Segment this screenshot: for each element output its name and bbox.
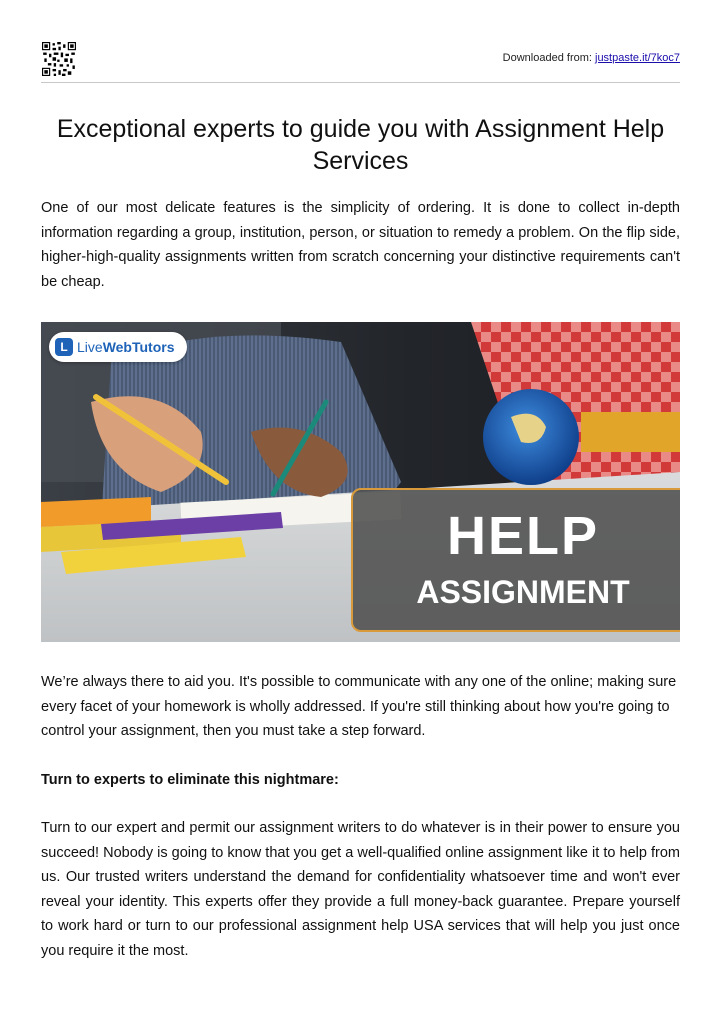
logo-mark-icon: L	[55, 338, 73, 356]
help-assignment-sign	[351, 488, 680, 632]
livewebtutors-logo	[49, 332, 187, 362]
sign-line-help: HELP	[446, 506, 600, 566]
page-title: Exceptional experts to guide you with Assignment Help Services	[56, 115, 665, 175]
header-divider	[41, 82, 680, 83]
closing-paragraph: Turn to our expert and permit our assignment writers to do whatever is in their power to ensure you succeed! Nobody is going to know that you get a well-qualified online assignment like it to help from us. Our trusted writers understand the demand for confidentiality whatsoever time and won't ever reveal your identity. This experts offer they provide a full money-back guarantee. Prepare yourself to work hard or turn to our professional assignment help USA services that will help you just once you require it the most.	[41, 820, 680, 959]
support-paragraph: We’re always there to aid you. It's possible to communicate with any one of the online; making sure every facet of your homework is wholly addressed. If you're still thinking about how you're going to control your assignment, then you must take a step forward.	[41, 674, 677, 739]
logo-text-webtutors: WebTutors	[102, 339, 175, 355]
download-source	[503, 52, 680, 64]
intro-paragraph: One of our most delicate features is the simplicity of ordering. It is done to collect in-depth information regarding a group, institution, person, or situation to remedy a problem. On the flip side, higher-high-quality assignments written from scratch concerning your distinctive requirements can't be cheap.	[41, 200, 680, 290]
source-link[interactable]: justpaste.it/7koc7	[595, 52, 680, 64]
logo-text-live: Live	[77, 339, 103, 355]
sign-line-assignment: ASSIGNMENT	[416, 574, 630, 610]
section-subheading: Turn to experts to eliminate this nightmare:	[41, 772, 339, 788]
qr-code	[42, 42, 76, 76]
downloaded-label: Downloaded from:	[502, 52, 595, 64]
hero-image	[41, 322, 680, 642]
